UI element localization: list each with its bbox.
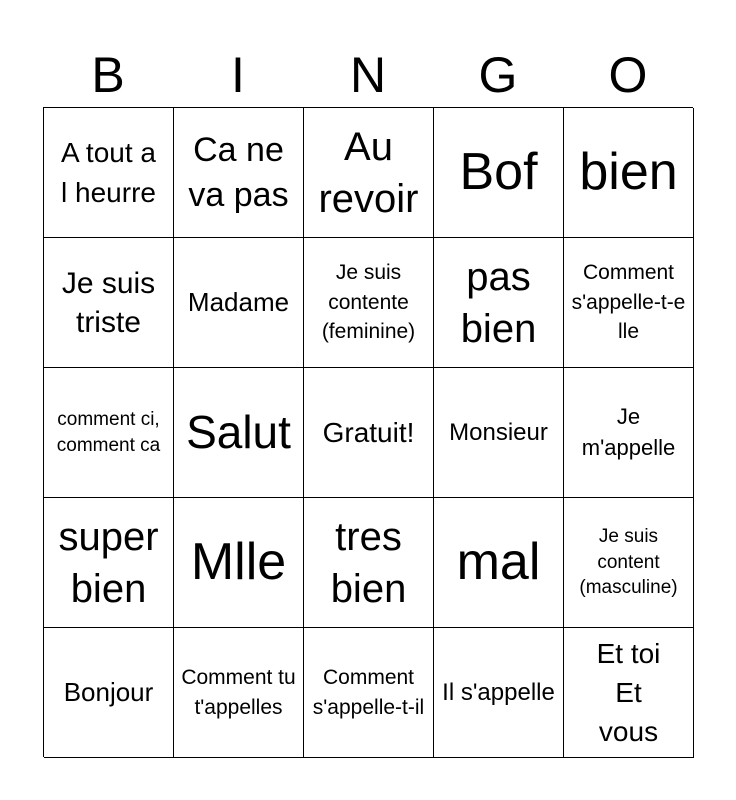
cell-text: Madame	[187, 286, 290, 317]
bingo-header	[43, 40, 693, 108]
cell-text: Je suis contente (feminine)	[321, 261, 416, 344]
bingo-cell-r5-c1[interactable]	[44, 628, 174, 758]
cell-text: Je m'appelle	[581, 403, 676, 460]
header-letter-o: O	[608, 47, 648, 103]
cell-text: pas bien	[460, 254, 537, 351]
bingo-cell-r1-c1[interactable]	[44, 108, 174, 238]
cell-text: Au revoir	[318, 124, 419, 221]
cell-text: comment ci, comment ca	[56, 408, 161, 456]
cell-text: Mlle	[190, 533, 287, 592]
cell-text: Je suis content (masculine)	[579, 526, 678, 599]
bingo-cell-r1-c5[interactable]	[564, 108, 694, 238]
cell-text: Comment tu t'appelles	[181, 666, 296, 719]
cell-text: Comment s'appelle-t-elle	[571, 261, 686, 344]
header-letter-n: N	[349, 47, 387, 103]
cell-text: tres bien	[330, 514, 407, 611]
cell-text: Il s'appelle	[442, 678, 555, 706]
header-letter-g: G	[478, 47, 518, 103]
bingo-cell-r4-c5[interactable]	[564, 498, 694, 628]
bingo-cell-r4-c4[interactable]	[434, 498, 564, 628]
cell-text: Ca ne va pas	[188, 131, 289, 214]
bingo-cell-r3-c5[interactable]	[564, 368, 694, 498]
cell-text: Bof	[459, 143, 538, 202]
bingo-cell-r3-c2[interactable]	[174, 368, 304, 498]
bingo-cell-r2-c2[interactable]	[174, 238, 304, 368]
bingo-cell-r5-c3[interactable]	[304, 628, 434, 758]
bingo-cell-r2-c1[interactable]	[44, 238, 174, 368]
cell-text: mal	[456, 533, 541, 592]
bingo-cell-r3-c1[interactable]	[44, 368, 174, 498]
bingo-cell-r1-c4[interactable]	[434, 108, 564, 238]
bingo-cell-r1-c2[interactable]	[174, 108, 304, 238]
cell-text: Et toi Et vous	[596, 637, 661, 748]
bingo-cell-r3-c4[interactable]	[434, 368, 564, 498]
bingo-cell-r3-c3[interactable]	[304, 368, 434, 498]
cell-text: Bonjour	[63, 676, 154, 707]
header-letter-i: I	[231, 47, 245, 103]
bingo-cell-r2-c3[interactable]	[304, 238, 434, 368]
cell-text: Salut	[186, 405, 291, 458]
bingo-cell-r4-c1[interactable]	[44, 498, 174, 628]
cell-text: super bien	[58, 514, 159, 611]
bingo-cell-r4-c3[interactable]	[304, 498, 434, 628]
cell-text: Comment s'appelle-t-il	[312, 666, 425, 719]
bingo-cell-r1-c3[interactable]	[304, 108, 434, 238]
bingo-cell-r4-c2[interactable]	[174, 498, 304, 628]
bingo-cell-r5-c4[interactable]	[434, 628, 564, 758]
bingo-cell-r2-c4[interactable]	[434, 238, 564, 368]
cell-text: Je suis triste	[61, 266, 156, 339]
header-letter-b: B	[91, 47, 125, 103]
cell-text: Monsieur	[449, 418, 548, 446]
bingo-board	[43, 107, 693, 757]
cell-text: A tout a l heurre	[61, 137, 156, 208]
bingo-cell-r2-c5[interactable]	[564, 238, 694, 368]
cell-text: bien	[579, 143, 678, 202]
bingo-cell-r5-c2[interactable]	[174, 628, 304, 758]
bingo-cell-r5-c5[interactable]	[564, 628, 694, 758]
cell-text: Gratuit!	[322, 416, 415, 448]
